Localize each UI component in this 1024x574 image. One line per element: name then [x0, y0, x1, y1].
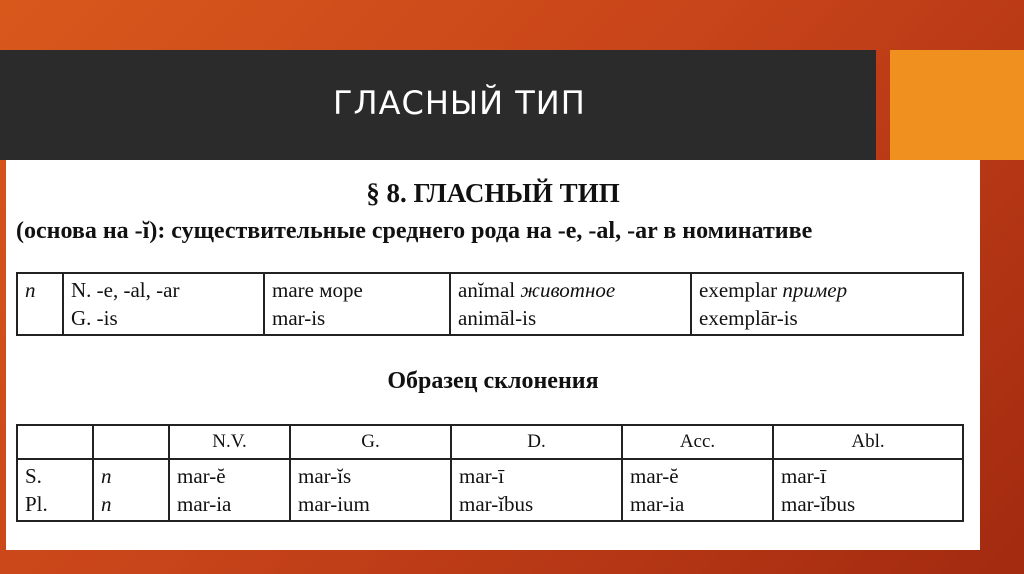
- table-header-row: [17, 425, 963, 459]
- declension-table: [16, 424, 964, 522]
- case-cell-d: mar-ī mar-ĭbus: [451, 459, 622, 521]
- endings-cell: [63, 273, 264, 335]
- endings-table: [16, 272, 964, 336]
- doc-heading: § 8. ГЛАСНЫЙ ТИП: [366, 178, 620, 208]
- case-cell-nv: mar-ĕ mar-ia: [169, 459, 290, 521]
- example-line: anĭmal животное: [458, 278, 616, 302]
- case-cell-g: mar-ĭs mar-ium: [290, 459, 451, 521]
- example-cell: [450, 273, 691, 335]
- slide-title: ГЛАСНЫЙ ТИП: [333, 84, 586, 122]
- header-cell: G.: [290, 425, 451, 459]
- example-cell: [691, 273, 963, 335]
- header-cell: D.: [451, 425, 622, 459]
- number-cell: S. Pl.: [17, 459, 93, 521]
- example-cell: [264, 273, 450, 335]
- gender-cell: n: [17, 273, 63, 335]
- header-cell: N.V.: [169, 425, 290, 459]
- example-line: mare море: [272, 278, 363, 302]
- header-cell: [17, 425, 93, 459]
- table-row: [17, 273, 963, 335]
- example-gen: animāl-is: [458, 306, 537, 330]
- header-cell: Abl.: [773, 425, 963, 459]
- example-gen: exemplār-is: [699, 306, 798, 330]
- example-gen: mar-is: [272, 306, 326, 330]
- document-image: [6, 160, 980, 550]
- header-cell: [93, 425, 169, 459]
- table-row: [17, 459, 963, 521]
- ending-gen: G. -is: [71, 306, 118, 330]
- case-cell-acc: mar-ĕ mar-ia: [622, 459, 773, 521]
- case-cell-abl: mar-ī mar-ĭbus: [773, 459, 963, 521]
- ending-nom: N. -e, -al, -ar: [71, 278, 180, 302]
- header-cell: Acc.: [622, 425, 773, 459]
- accent-box: [890, 50, 1024, 160]
- declension-title: Образец склонения: [387, 368, 599, 394]
- gender-cell: n n: [93, 459, 169, 521]
- doc-subheading: (основа на -ĭ): существительные среднего рода на -e, -al, -ar в номинативе: [16, 218, 813, 244]
- example-line: exemplar пример: [699, 278, 848, 302]
